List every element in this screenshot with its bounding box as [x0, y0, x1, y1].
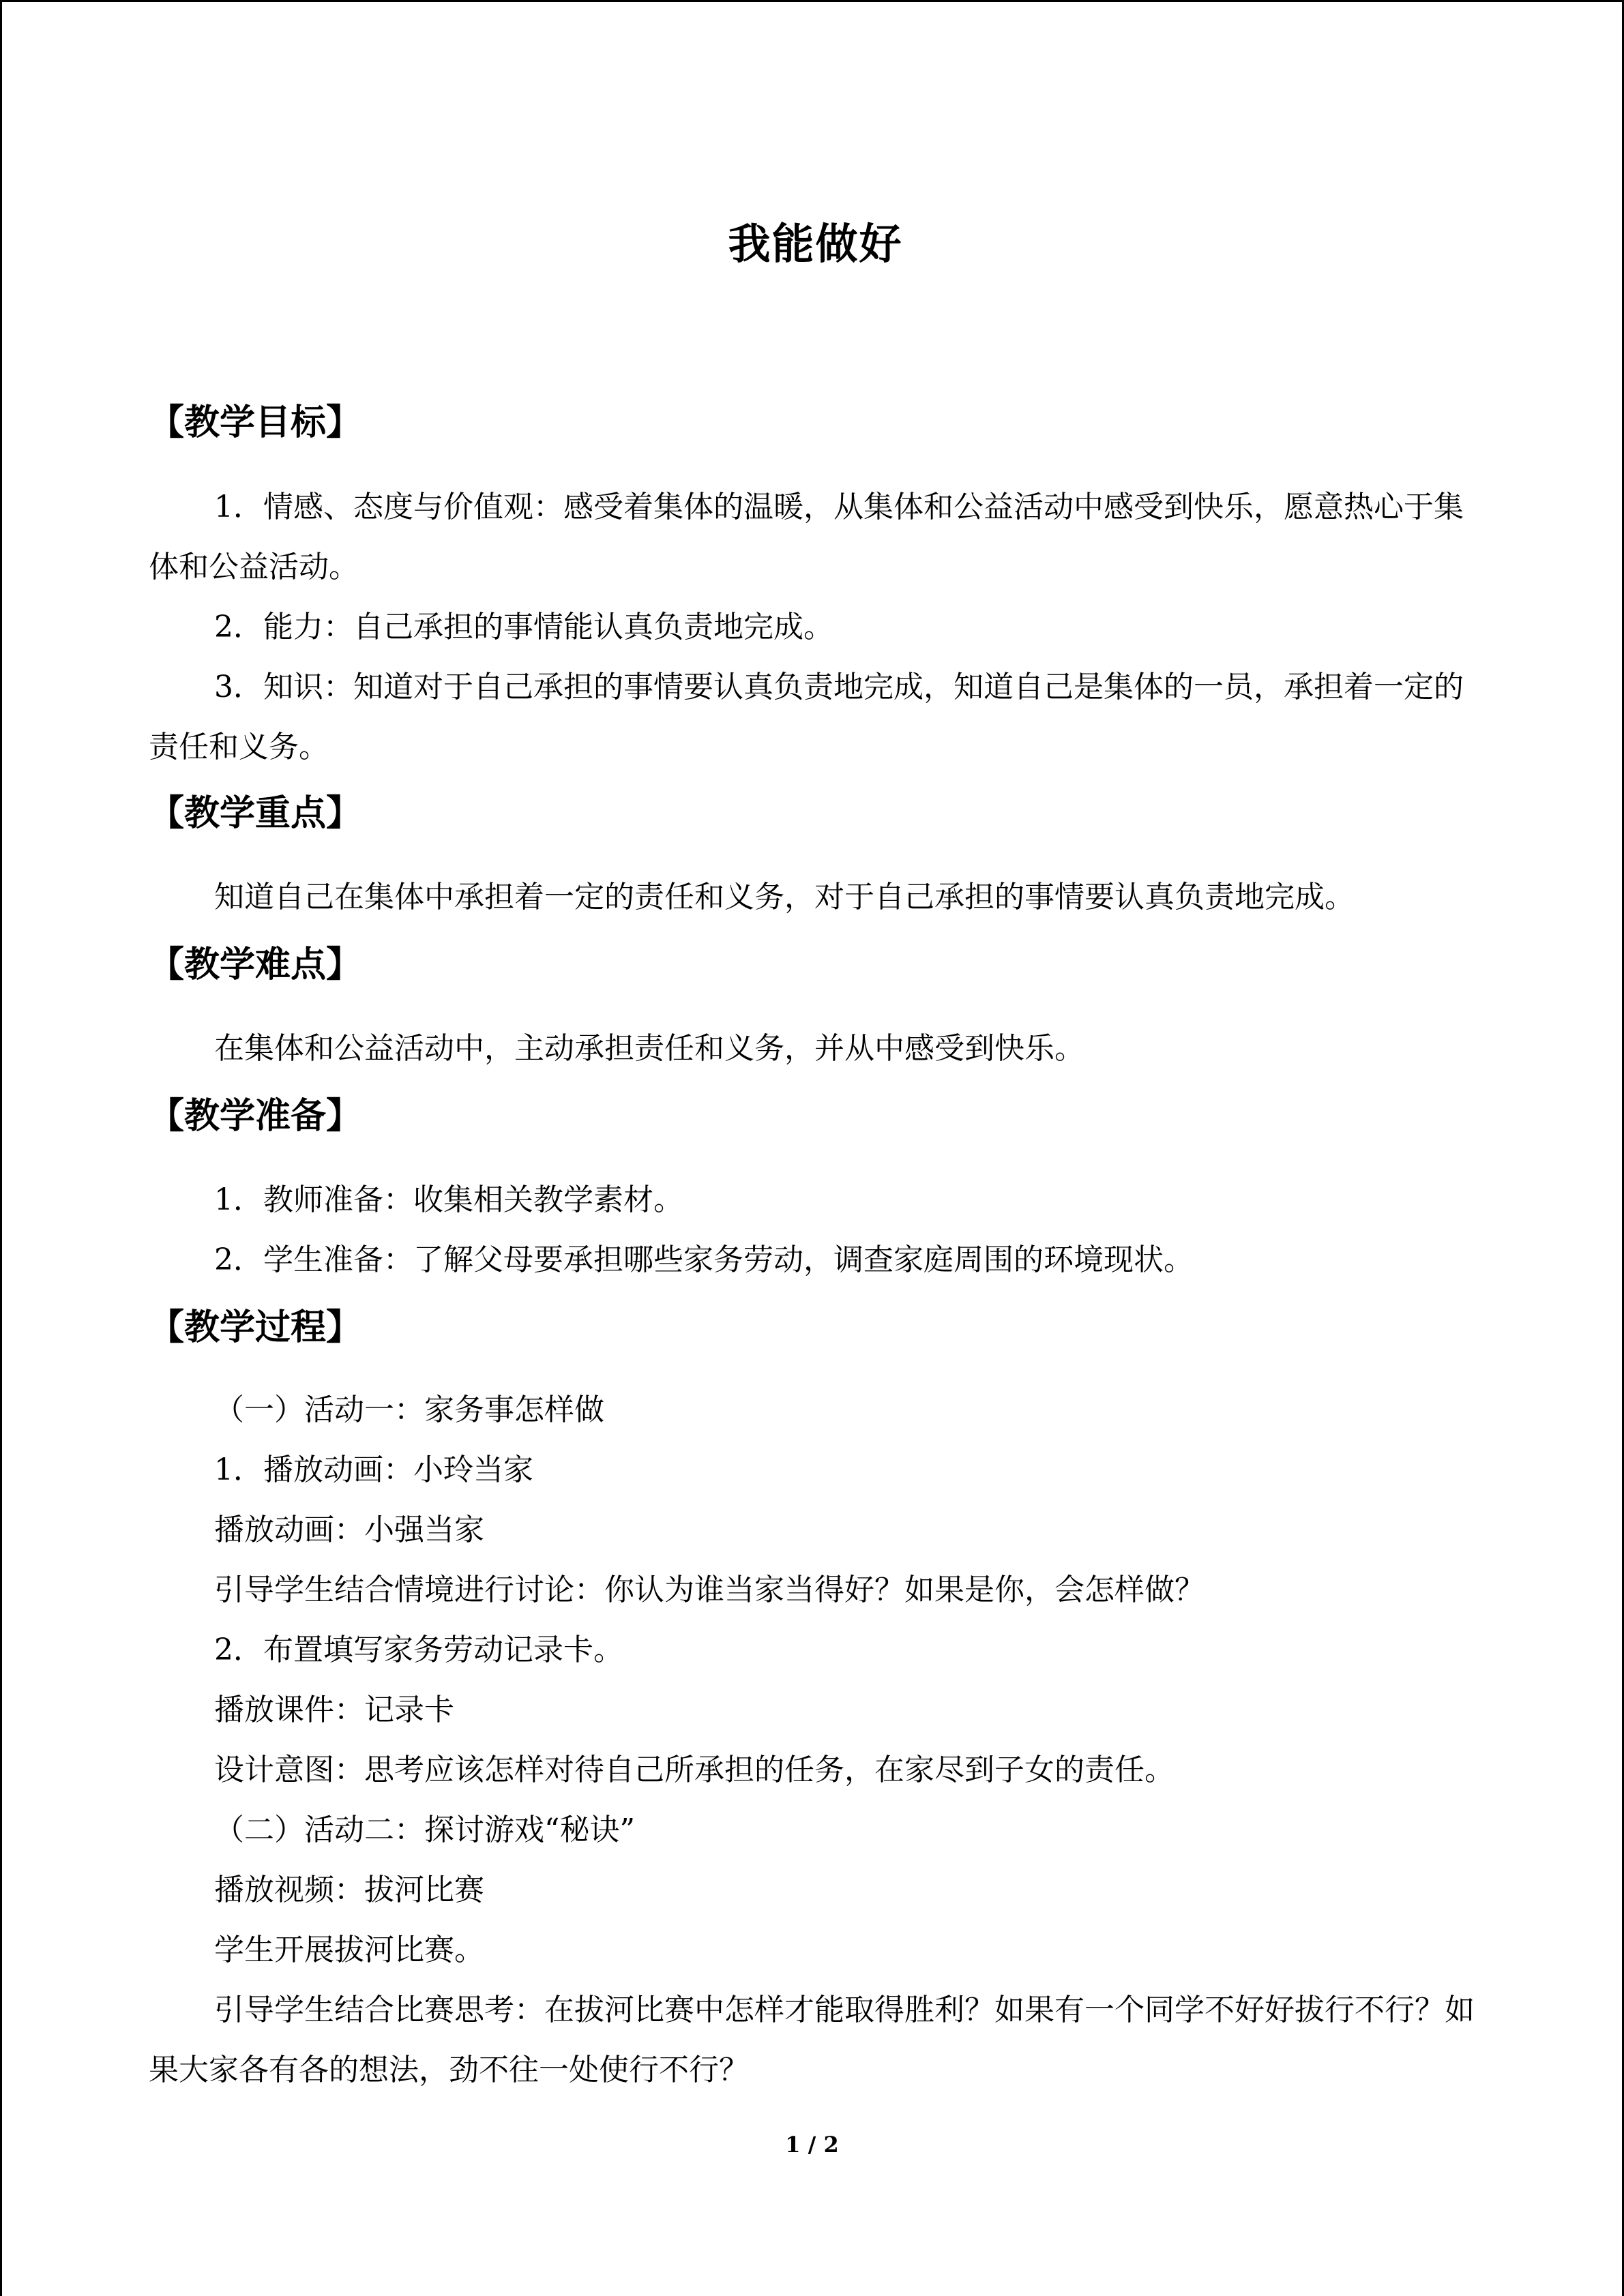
process-line: （二）活动二：探讨游戏“秘诀” [214, 1813, 635, 1847]
process-line: 学生开展拔河比赛。 [214, 1933, 484, 1967]
process-line: 设计意图：思考应该怎样对待自己所承担的任务，在家尽到子女的责任。 [214, 1753, 1175, 1787]
objective-item-1: 1．情感、态度与价值观：感受着集体的温暖，从集体和公益活动中感受到快乐，愿意热心于集体和公益活动。 [149, 490, 1464, 584]
process-line: （一）活动一：家务事怎样做 [214, 1392, 604, 1427]
process-line: 2．布置填写家务劳动记录卡。 [214, 1632, 623, 1667]
heading-key-points: 【教学重点】 [149, 793, 362, 834]
process-line: 播放动画：小强当家 [214, 1512, 484, 1547]
objective-item-3: 3．知识：知道对于自己承担的事情要认真负责地完成，知道自己是集体的一员，承担着一定的责任和义务。 [149, 670, 1464, 764]
difficulties-text: 在集体和公益活动中，主动承担责任和义务，并从中感受到快乐。 [214, 1031, 1084, 1066]
heading-preparation: 【教学准备】 [149, 1096, 362, 1137]
document-title: 我能做好 [728, 219, 903, 269]
preparation-item-1: 1．教师准备：收集相关教学素材。 [214, 1182, 683, 1217]
heading-difficulties: 【教学难点】 [149, 944, 362, 985]
objective-item-2: 2．能力：自己承担的事情能认真负责地完成。 [214, 610, 833, 644]
page-number: 1 / 2 [785, 2132, 839, 2158]
process-line: 1．播放动画：小玲当家 [214, 1452, 533, 1487]
preparation-item-2: 2．学生准备：了解父母要承担哪些家务劳动，调查家庭周围的环境现状。 [214, 1242, 1194, 1277]
process-line: 播放课件：记录卡 [214, 1693, 454, 1727]
process-line: 播放视频：拔河比赛 [214, 1873, 484, 1907]
process-last-paragraph: 引导学生结合比赛思考：在拔河比赛中怎样才能取得胜利？如果有一个同学不好好拔行不行？如果大家各有各的想法，劲不往一处使行不行？ [149, 1993, 1475, 2087]
heading-objectives: 【教学目标】 [149, 402, 362, 443]
key-points-text: 知道自己在集体中承担着一定的责任和义务，对于自己承担的事情要认真负责地完成。 [214, 880, 1355, 914]
heading-process: 【教学过程】 [149, 1307, 362, 1348]
process-line: 引导学生结合情境进行讨论：你认为谁当家当得好？如果是你，会怎样做？ [214, 1572, 1205, 1607]
